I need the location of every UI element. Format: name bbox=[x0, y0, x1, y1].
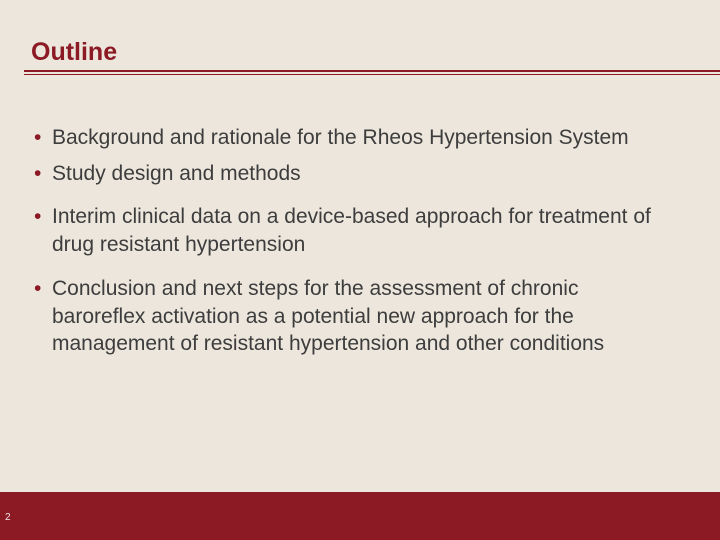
bullet-icon: • bbox=[34, 277, 42, 300]
bullet-icon: • bbox=[34, 161, 42, 185]
bullet-icon: • bbox=[34, 126, 42, 149]
bullet-text: Conclusion and next steps for the assessment of chronic baroreflex activation as a potential new approach for the management of resistant hypertension and other conditions bbox=[52, 277, 605, 355]
page-number: 2 bbox=[5, 512, 11, 523]
bullet-item bbox=[34, 275, 674, 358]
footer-bar bbox=[0, 492, 720, 540]
bullet-item bbox=[34, 203, 674, 258]
bullet-item bbox=[34, 124, 674, 152]
bullet-text: Study design and methods bbox=[52, 161, 301, 185]
bullet-list bbox=[34, 124, 674, 358]
bullet-item bbox=[34, 160, 674, 188]
title-divider-thin bbox=[24, 74, 720, 75]
title-divider-thick bbox=[24, 70, 720, 72]
bullet-text: Interim clinical data on a device-based approach for treatment of drug resistant hypertension bbox=[52, 205, 651, 256]
bullet-text: Background and rationale for the Rheos Hypertension System bbox=[52, 126, 629, 149]
bullet-icon: • bbox=[34, 205, 42, 228]
slide-title: Outline bbox=[31, 38, 118, 66]
